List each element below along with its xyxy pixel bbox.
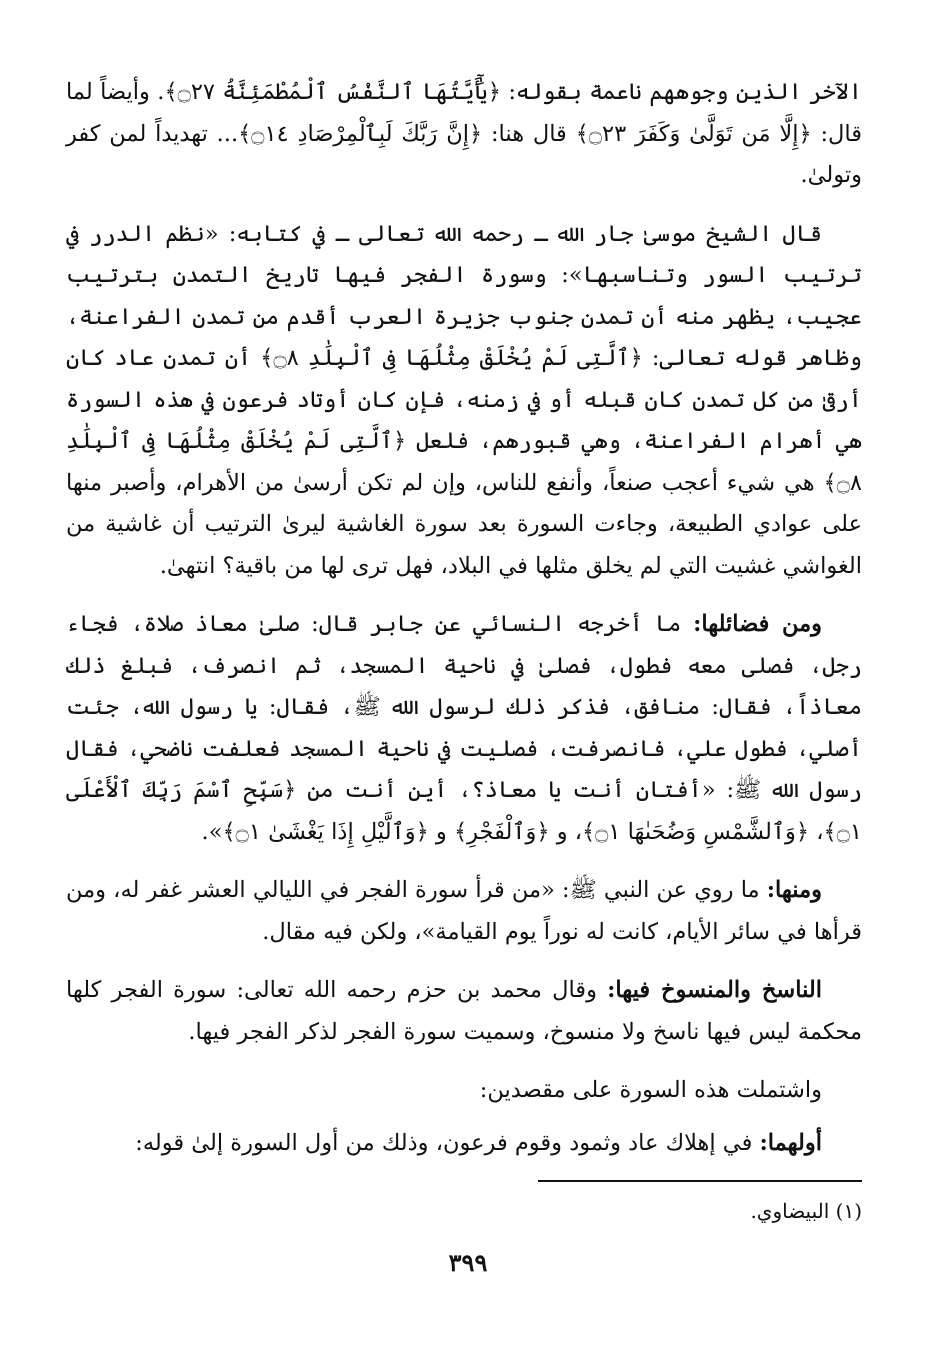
paragraph-heading: ومن فضائلها: [693,611,823,637]
paragraph-text: الآخر الذين وجوههم ناعمة بقوله: ﴿يَٰٓأَيَّتُهَا ٱلنَّفْسُ ٱلْمُطْمَئِنَّةُ ۝٢٧﴾. وأيضاً لما قال: ﴿إِلَّا مَن تَوَلَّىٰ وَكَفَرَ ۝٢٣﴾ قال هنا: ﴿إِنَّ رَبَّكَ لَبِٱلْمِرْصَادِ ۝١٤﴾... تهديداً لمن كفر وتولىٰ. [66,79,862,188]
paragraph-musa-jarallah-quote [66,214,862,588]
paragraph-objectives [66,1070,862,1112]
footnote: (١) البيضاوي. [750,1199,862,1223]
page-body [66,72,862,1181]
paragraph-virtues [66,604,862,853]
paragraph-text: ما أخرجه النسائي عن جابر قال: صلىٰ معاذ صلاة، فجاء رجل، فصلى معه فطول، فصلىٰ في ناحية المسجد، ثم انصرف، فبلغ ذلك معاذاً، فقال: منافق، فذكر ذلك لرسول الله ﷺ، فقال: يا رسول الله، جئت أصلي، فطول علي، فانصرفت، فصليت في ناحية المسجد فعلفت ناضحي، فقال رسول الله ﷺ: «أفتان أنت يا معاذ؟، أين أنت من ﴿سَبِّحِ ٱسْمَ رَبِّكَ ٱلْأَعْلَى ۝١﴾، ﴿وَٱلشَّمْسِ وَضُحَىٰهَا ۝١﴾، و ﴿وَٱلْفَجْرِ﴾ و ﴿وَٱلَّيْلِ إِذَا يَغْشَىٰ ۝١﴾». [66,611,862,845]
page-number: ٣٩٩ [448,1248,488,1277]
paragraph-text: وقال محمد بن حزم رحمه الله تعالى: سورة الفجر كلها محكمة ليس فيها ناسخ ولا منسوخ، وسميت سورة الفجر لذكر الفجر فيها. [66,977,862,1045]
paragraph-text: قال الشيخ موسىٰ جار الله ـ رحمه الله تعالى ـ في كتابه: «نظم الدرر في ترتيب السور وتناسبها»: وسورة الفجر فيها تاريخ التمدن بترتيب عجيب، يظهر منه أن تمدن جنوب جزيرة العرب أقدم من تمدن الفراعنة، وظاهر قوله تعالى: ﴿ٱلَّتِى لَمْ يُخْلَقْ مِثْلُهَا فِى ٱلْبِلَٰدِ ۝٨﴾ أن تمدن عاد كان أرقىٰ من كل تمدن كان قبله أو في زمنه، فإن كان أوتاد فرعون في هذه السورة هي أهرام الفراعنة، وهي قبورهم، فلعل ﴿ٱلَّتِى لَمْ يُخْلَقْ مِثْلُهَا فِى ٱلْبِلَٰدِ ۝٨﴾ هي شيء أعجب صنعاً، وأنفع للناس، وإن لم تكن أرسىٰ من الأهرام، وأصبر منها على عوادي الطبيعة، وجاءت السورة بعد سورة الغاشية ليرىٰ الترتيب أن غاشية من الغواشي غشيت التي لم يخلق مثلها في البلاد، فهل ترى لها من باقية؟ انتهىٰ. [66,220,863,579]
paragraph-continuation [66,72,862,197]
paragraph-text: في إهلاك عاد وثمود وقوم فرعون، وذلك من أول السورة إلىٰ قوله: [135,1129,760,1156]
paragraph-text: واشتملت هذه السورة على مقصدين: [479,1077,822,1103]
footnote-divider [538,1180,862,1182]
paragraph-heading: أولهما: [759,1129,822,1156]
paragraph-hadith [66,870,862,953]
paragraph-abrogation [66,970,862,1053]
paragraph-first-objective [66,1123,862,1165]
paragraph-text: ما روي عن النبي ﷺ: «من قرأ سورة الفجر في الليالي العشر غفر له، ومن قرأها في سائر الأيام، كانت له نوراً يوم القيامة»، ولكن فيه مقال. [65,877,862,945]
paragraph-heading: الناسخ والمنسوخ فيها: [607,977,822,1003]
paragraph-heading: ومنها: [766,877,822,903]
